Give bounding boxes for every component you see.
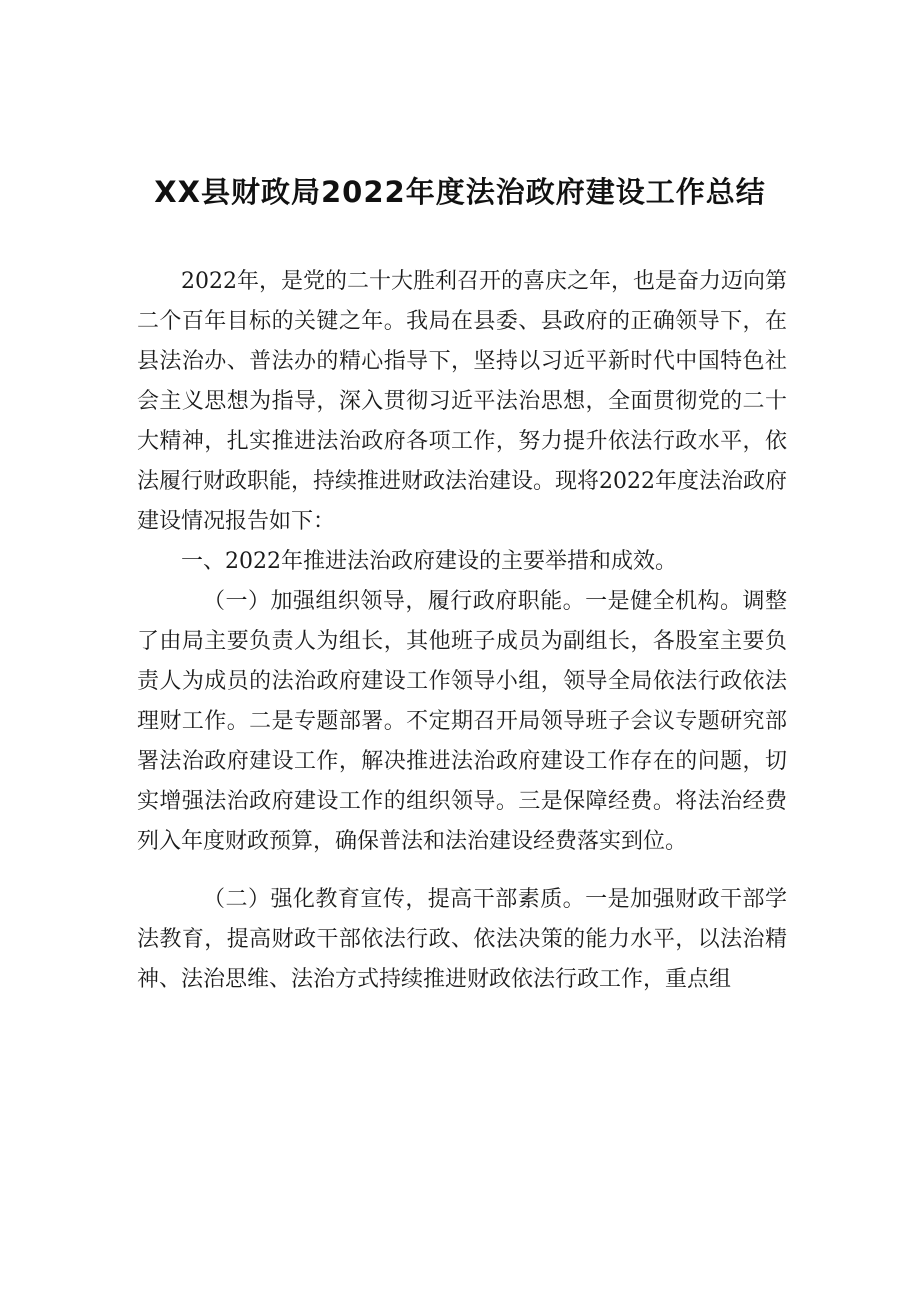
section-heading-1: 一、2022年推进法治政府建设的主要举措和成效。 (181, 549, 677, 574)
document-body (137, 262, 787, 1000)
document-title: XX县财政局2022年度法治政府建设工作总结 (154, 175, 766, 209)
subsection-paragraph-1: （一）加强组织领导，履行政府职能。一是健全机构。调整了由局主要负责人为组长，其他班子成员为副组长，各股室主要负责人为成员的法治政府建设工作领导小组，领导全局依法行政依法理财工作。二是专题部署。不定期召开局领导班子会议专题研究部署法治政府建设工作，解决推进法治政府建设工作存在的问题，切实增强法治政府建设工作的组织领导。三是保障经费。将法治经费列入年度财政预算，确保普法和法治建设经费落实到位。 (137, 589, 787, 854)
subsection-paragraph-2: （二）强化教育宣传，提高干部素质。一是加强财政干部学法教育，提高财政干部依法行政、依法决策的能力水平，以法治精神、法治思维、法治方式持续推进财政依法行政工作，重点组 (137, 887, 787, 992)
intro-paragraph: 2022年，是党的二十大胜利召开的喜庆之年，也是奋力迈向第二个百年目标的关键之年。我局在县委、县政府的正确领导下，在县法治办、普法办的精心指导下，坚持以习近平新时代中国特色社会主义思想为指导，深入贯彻习近平法治思想，全面贯彻党的二十大精神，扎实推进法治政府各项工作，努力提升依法行政水平，依法履行财政职能，持续推进财政法治建设。现将2022年度法治政府建设情况报告如下： (137, 269, 787, 534)
